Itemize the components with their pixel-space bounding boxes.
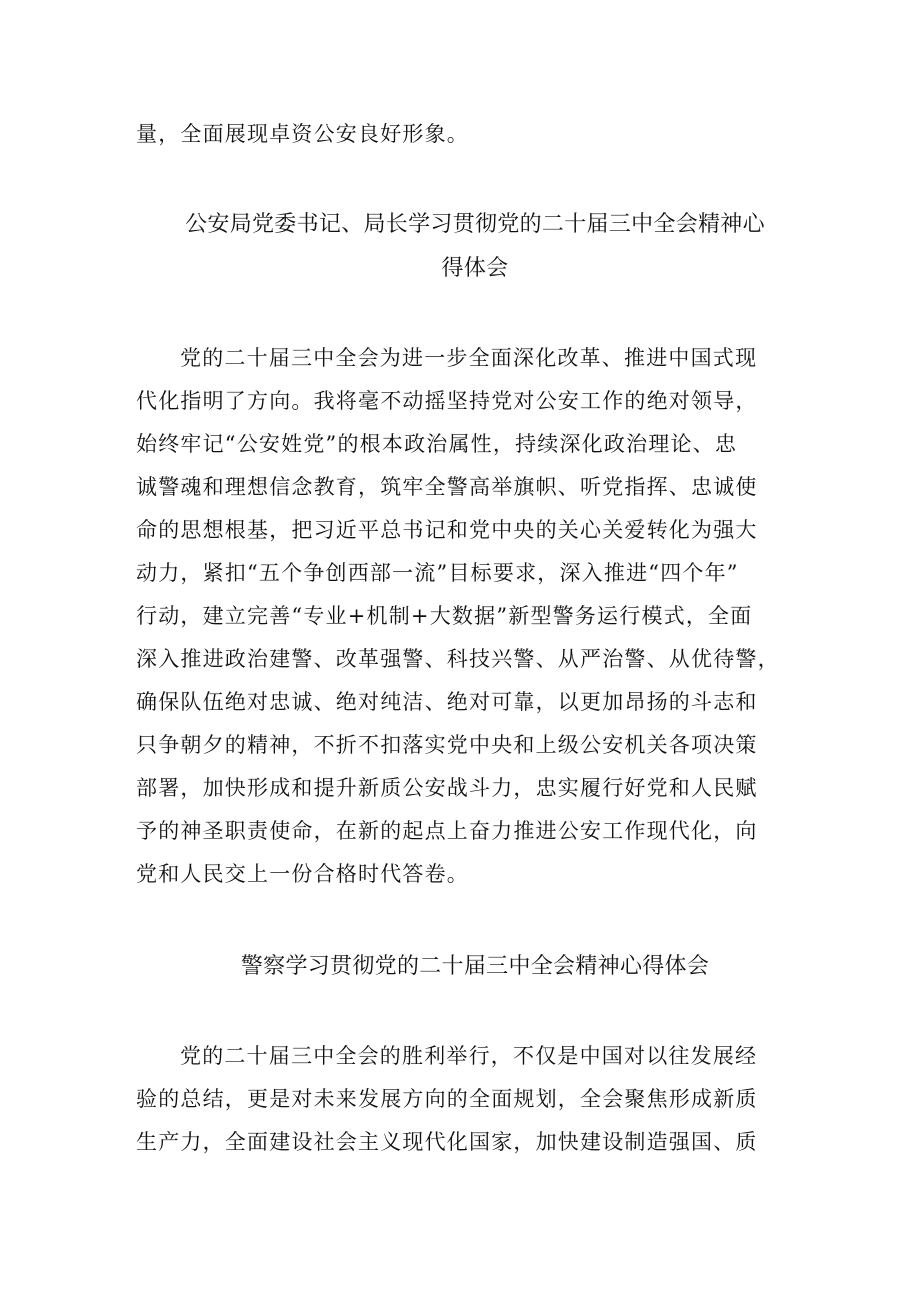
paragraph-line: 党和人民交上一份合格时代答卷。: [136, 862, 469, 886]
section-title-2: [150, 945, 800, 989]
paragraph-line: 动力，紧扣“五个争创西部一流”目标要求，深入推进“四个年”: [136, 561, 739, 585]
title-line: 公安局党委书记、局长学习贯彻党的二十届三中全会精神心: [185, 212, 765, 237]
section-title-1: [150, 203, 800, 291]
paragraph-line: 代化指明了方向。我将毫不动摇坚持党对公安工作的绝对领导，: [136, 389, 758, 413]
title-line: 得体会: [441, 256, 509, 281]
paragraph-line: 深入推进政治建警、改革强警、科技兴警、从严治警、从优待警，: [136, 647, 780, 671]
title-line: 警察学习贯彻党的二十届三中全会精神心得体会: [240, 954, 710, 979]
paragraph-line: 量，全面展现卓资公安良好形象。: [136, 122, 469, 146]
continued-paragraph: [136, 113, 786, 156]
paragraph-line: 部署，加快形成和提升新质公安战斗力，忠实履行好党和人民赋: [136, 776, 758, 800]
paragraph-line: 验的总结，更是对未来发展方向的全面规划，全会聚焦形成新质: [136, 1087, 758, 1111]
paragraph-line: 确保队伍绝对忠诚、绝对纯洁、绝对可靠，以更加昂扬的斗志和: [136, 690, 758, 714]
paragraph-line: 始终牢记“公安姓党”的根本政治属性，持续深化政治理论、忠: [136, 432, 738, 456]
paragraph-line: 行动，建立完善“专业+机制+大数据”新型警务运行模式，全面: [136, 604, 753, 628]
paragraph-line: 诚警魂和理想信念教育，筑牢全警高举旗帜、听党指挥、忠诚使: [136, 475, 758, 499]
section-body-1: [136, 337, 786, 896]
paragraph-line: 生产力，全面建设社会主义现代化国家，加快建设制造强国、质: [136, 1130, 758, 1154]
paragraph-line: 命的思想根基，把习近平总书记和党中央的关心关爱转化为强大: [136, 518, 758, 542]
paragraph-line: 予的神圣职责使命，在新的起点上奋力推进公安工作现代化，向: [136, 819, 758, 843]
section-body-2: [136, 1035, 786, 1164]
paragraph-line: 党的二十届三中全会为进一步全面深化改革、推进中国式现: [180, 346, 758, 370]
paragraph-line: 党的二十届三中全会的胜利举行，不仅是中国对以往发展经: [180, 1044, 758, 1068]
paragraph-line: 只争朝夕的精神，不折不扣落实党中央和上级公安机关各项决策: [136, 733, 758, 757]
